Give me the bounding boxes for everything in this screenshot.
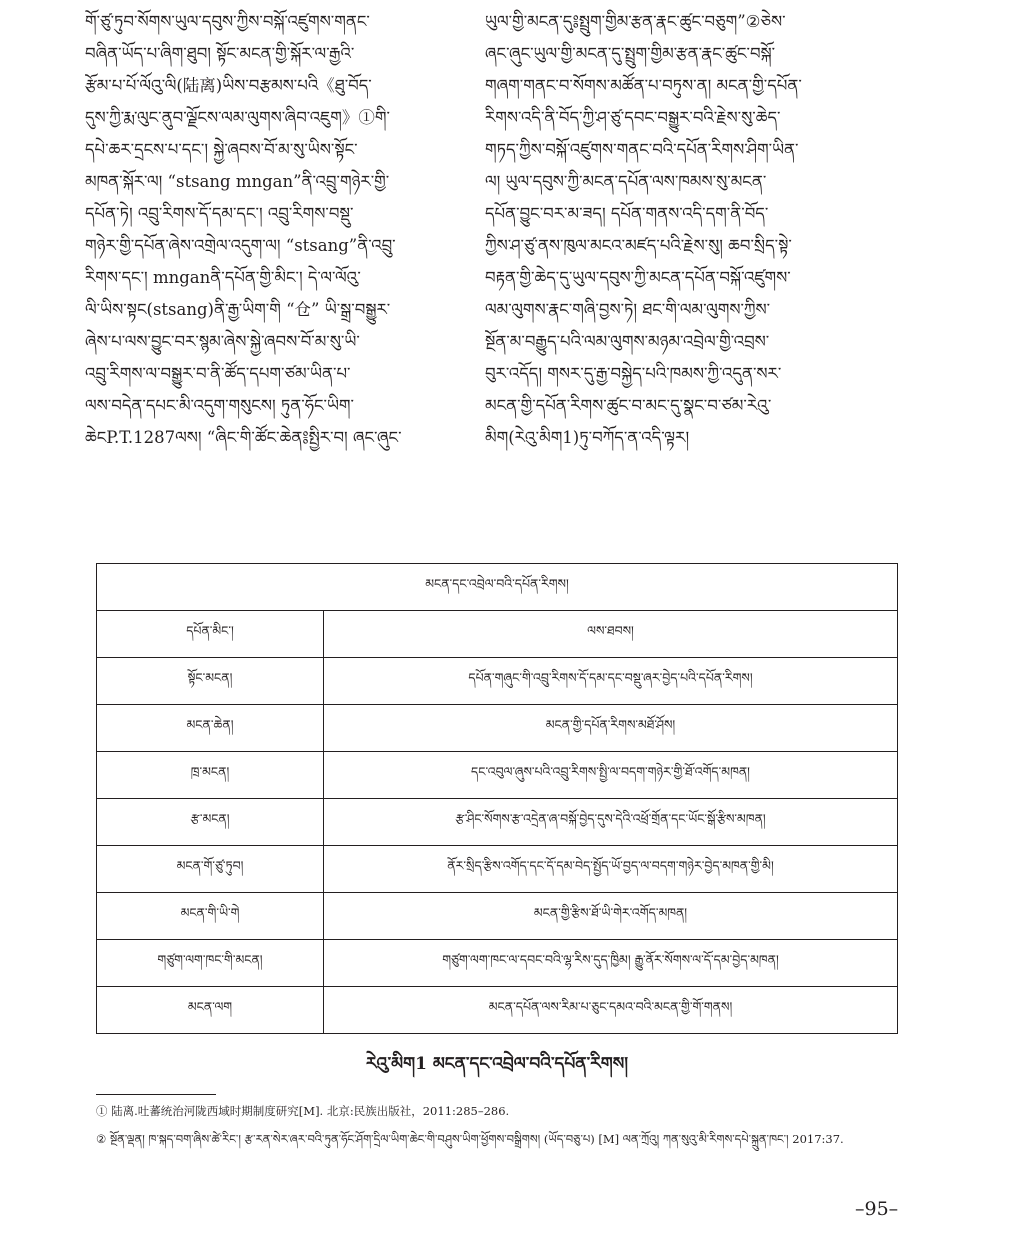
column-header-title: དཔོན་མིང་། [97, 611, 324, 658]
table-cell: རྩ་མངན། [97, 799, 324, 846]
table-row [97, 940, 898, 987]
table-cell: ཁྲ་མངན། [97, 752, 324, 799]
table-title-row [97, 564, 898, 611]
text-line: བརྟན་གྱི་ཆེད་དུ་ཡུལ་དབུས་ཀྱི་མངན་དཔོན་བསྐོ་འཛུགས་ [485, 268, 791, 287]
text-line: བཞིན་ཡོད་པ་ཞིག་ཐུབ། སྟོང་མངན་གྱི་སྐོར་ལ་རྒྱའི་ [85, 44, 355, 63]
text-line: མཁན་སྐོར་ལ། “stsang mngan”ནི་འབྲུ་གཉེར་གྱི་ [85, 172, 390, 191]
text-line: དཔོན་ཏེ། འབྲུ་རིགས་དོ་དམ་དང་། འབྲུ་རིགས་བསྡུ་ [85, 204, 354, 223]
column-header-duty: ལས་ཐབས། [324, 611, 898, 658]
table-cell: རྩ་ཤིང་སོགས་རྩ་འདྲེན་ཞ་བསྐོ་བྱེད་དུས་དེའི་འཕྲོ་གྲོན་དང་ཡོང་སྒོ་རྩིས་མཁན། [324, 799, 898, 846]
text-line: འབྲུ་རིགས་ལ་བསྒྱུར་བ་ནི་ཚོད་དཔག་ཙམ་ཡིན་པ་ [85, 364, 351, 383]
text-line: རིགས་དང་། mnganནི་དཔོན་གྱི་མིང་། དེ་ལ་ལོའུ་ [85, 268, 361, 287]
table-cell: མངན་དཔོན་ལས་རིམ་པ་ཅུང་དམའ་བའི་མངན་གྱི་གོ་གནས། [324, 987, 898, 1034]
table-cell: མངན་གྱི་རྩིས་ཐོ་ཡི་གེར་འགོད་མཁན། [324, 893, 898, 940]
table-cell: དཔོན་གཞུང་གི་འབྲུ་རིགས་དོ་དམ་དང་བསྡུ་ཞར་བྱེད་པའི་དཔོན་རིགས། [324, 658, 898, 705]
table-row [97, 705, 898, 752]
text-line: རིགས་འདི་ནི་བོད་ཀྱི་ཤ་ཙུ་དབང་བསྒྱུར་བའི་རྗེས་སུ་ཆེད་ [485, 108, 781, 127]
table-cell: མངན་གྱི་དཔོན་རིགས་མཐོ་ཤོས། [324, 705, 898, 752]
table-cell: སྟོང་མངན། [97, 658, 324, 705]
body-column-right [485, 6, 897, 454]
text-line: ཆེངP.T.1287ལས། “ཞིང་གི་ཚོང་ཆེན༔སྤྱིར་བ། ཞང་ཞུང་ [85, 428, 402, 447]
footnote-divider [96, 1094, 216, 1095]
table-header-row [97, 611, 898, 658]
table-cell: དང་འབུལ་ཞུས་པའི་འབྲུ་རིགས་སྤྱི་ལ་བདག་གཉེར་གྱི་ཐོ་འགོད་མཁན། [324, 752, 898, 799]
text-line: དཔོན་བྱུང་བར་མ་ཟད། དཔོན་གནས་འདི་དག་ནི་བོད་ [485, 204, 769, 223]
table-cell: མངན་གོ་ཙུ་ཏུབ། [97, 846, 324, 893]
text-line: གོ་ཙུ་ཏུབ་སོགས་ཡུལ་དབུས་ཀྱིས་བསྐོ་འཛུགས་གནང་ [85, 12, 370, 31]
text-line: ལས་བདེན་དཔང་མི་འདུག་གསུངས། ཏུན་ཧོང་ཡིག་ [85, 396, 355, 415]
text-line: གཏད་ཀྱིས་བསྐོ་འཛུགས་གནང་བའི་དཔོན་རིགས་ཤིག་ཡིན་ [485, 140, 799, 159]
table-cell: མངན་ལག [97, 987, 324, 1034]
text-line: ལི་ཡིས་སྟང(stsang)ནི་རྒྱ་ཡིག་གི “仓” ཡི་སྒྲ་བསྒྱུར་ [85, 300, 391, 319]
table-caption: རེའུ་མིག1 མངན་དང་འབྲེལ་བའི་དཔོན་རིགས། [365, 1054, 629, 1074]
text-line: སྔོན་མ་བརྒྱུད་པའི་ལམ་ལུགས་མཉམ་འབྲེལ་གྱི་འབྲས་ [485, 332, 770, 351]
text-line: མིག(རེའུ་མིག1)ཏུ་བཀོད་ན་འདི་ལྟར། [485, 428, 690, 447]
text-line: ལམ་ལུགས་རྣང་གཞི་བྱས་ཏེ། ཐང་གི་ལམ་ལུགས་ཀྱིས་ [485, 300, 771, 319]
table-row [97, 846, 898, 893]
text-line: གཉེར་གྱི་དཔོན་ཞེས་འགྲེལ་འདུག་ལ། “stsang”ནི་འབྲུ་ [85, 236, 396, 255]
footnote-2: ② སྔོན་ལྡན། ཁ་སྐད་བག་ཞིས་ཚེ་རིང་། རྩ་རན་སེར་ཞར་བའི་ཏུན་ཧོང་ཤོག་དྲིལ་ཡིག་ཆེང་གི་བཤུས་ཡིག་ཕྱོགས་བསྒྲིགས། (ཡོད་བཅུ་པ) [M] ལན་ཀྲོའུ། ཀན་སུའུ་མི་རིགས་དཔེ་སྐྲུན་ཁང་། 2017:37. [96, 1132, 844, 1146]
footnote-1: ① 陆离.吐蕃统治河陇西域时期制度研究[M]. 北京:民族出版社，2011:285–286. [96, 1104, 510, 1118]
text-line: རྩོམ་པ་པོ་ལོའུ་ལི(陆离)ཡིས་བརྩམས་པའི《ཐུ་བོད་ [85, 76, 372, 95]
table-cell: ནོར་སྲིད་རྩིས་འགོད་དང་དོ་དམ་བེད་སྤྱོད་ཡོ་བྱད་ལ་བདག་གཉེར་བྱེད་མཁན་གྱི་མི། [324, 846, 898, 893]
text-line: ཀྱིས་ཤ་ཙུ་ནས་ཁུལ་མངའ་མཛད་པའི་རྗེས་སུ། ཆབ་སྲིད་སྟེ་ [485, 236, 792, 255]
officials-table [96, 563, 898, 1034]
text-line: བུར་འདོད། གསར་དུ་རྒྱ་བསྐྱེད་པའི་ཁམས་ཀྱི་འདུན་སར་ [485, 364, 782, 383]
table-row [97, 987, 898, 1034]
text-line: མངན་གྱི་དཔོན་རིགས་ཚུང་བ་མང་དུ་སྣང་བ་ཙམ་རེའུ་ [485, 396, 772, 415]
table-title: མངན་དང་འབྲེལ་བའི་དཔོན་རིགས། [97, 564, 898, 611]
table-cell: མངན་གི་ཡི་གེ [97, 893, 324, 940]
text-line: དཔེ་ཆར་དྲངས་པ་དང་། སྐྱེ་ཞབས་བོ་མ་སུ་ཡིས་སྟོང་ [85, 140, 358, 159]
table-row [97, 658, 898, 705]
text-line: ཞེས་པ་ལས་བྱུང་བར་སྙམ་ཞེས་སྐྱེ་ཞབས་བོ་མ་སུ་ཡི་ [85, 332, 360, 351]
page-number: –95– [855, 1198, 899, 1220]
body-column-left [85, 6, 497, 454]
text-line: ལ། ཡུལ་དབུས་ཀྱི་མངན་དཔོན་ལས་ཁམས་སུ་མངན་ [485, 172, 767, 191]
table-row [97, 799, 898, 846]
text-line: གཞག་གནང་བ་སོགས་མཚོན་པ་བཏུས་ན། མངན་གྱི་དཔོན་ [485, 76, 802, 95]
text-line: ཞང་ཞུང་ཡུལ་གྱི་མངན་དུ་སྤྲུག་གྱིམ་རྩན་རྣང་ཚུང་བསྐོ་ [485, 44, 776, 63]
table-cell: གཙུག་ལག་ཁང་གི་མངན། [97, 940, 324, 987]
text-line: ཡུལ་གྱི་མངན་དུ༔སྤྲུག་གྱིམ་རྩན་རྣང་ཚུང་བཅུག”②ཅེས་ [485, 12, 786, 31]
table-cell: གཙུག་ལག་ཁང་ལ་དབང་བའི་ལྷ་རིས་དུད་ཁྱིམ། རྒྱུ་ནོར་སོགས་ལ་དོ་དམ་བྱེད་མཁན། [324, 940, 898, 987]
table-row [97, 893, 898, 940]
table-cell: མངན་ཆེན། [97, 705, 324, 752]
text-line: དུས་ཀྱི་རྨ་ལུང་ནུབ་ལྗོངས་ལམ་ལུགས་ཞིབ་འཇུག》①གི་ [85, 108, 390, 127]
table-row [97, 752, 898, 799]
